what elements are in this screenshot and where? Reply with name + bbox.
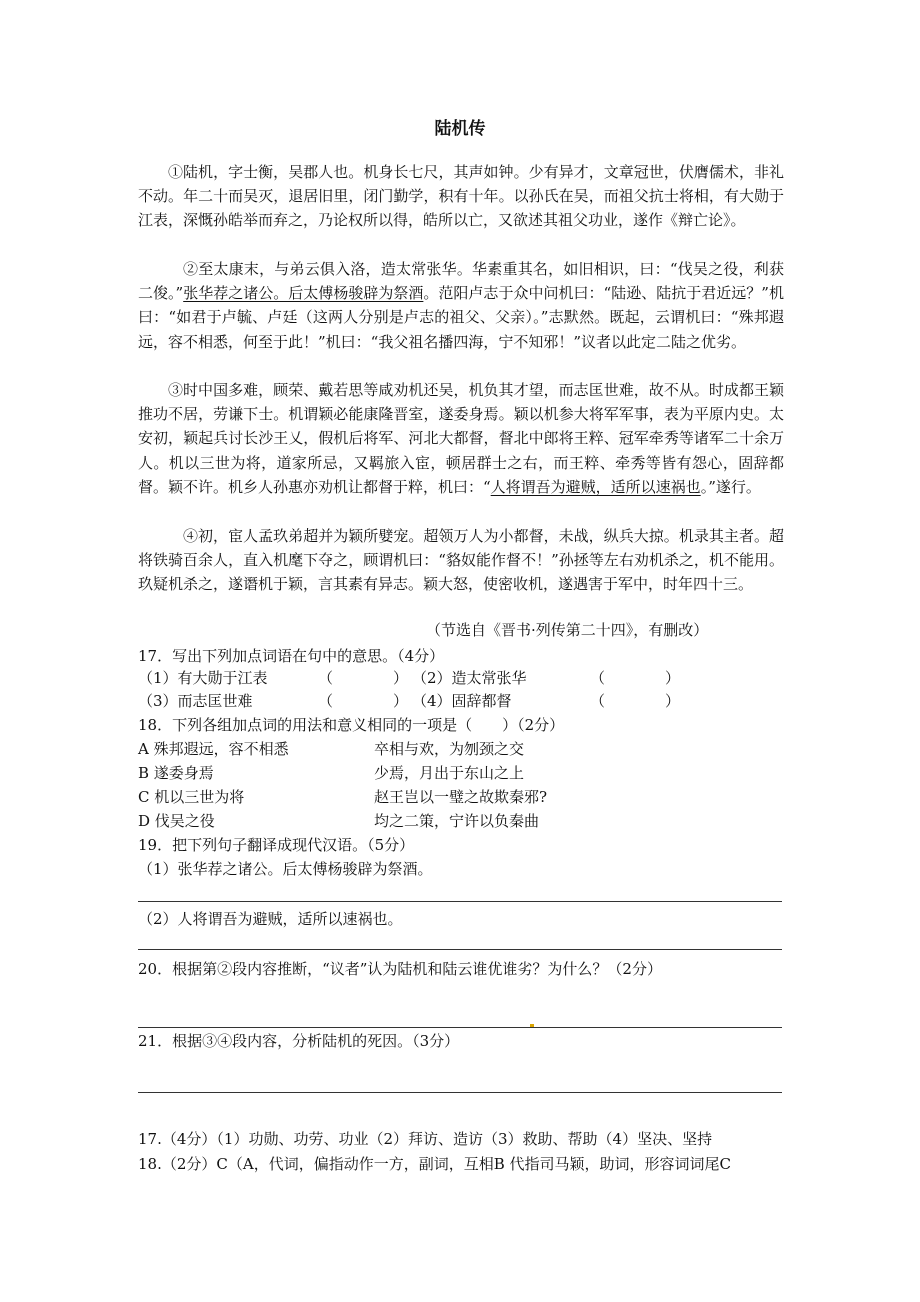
q18-option-b-compare: 少焉，月出于东山之上 (374, 764, 525, 782)
q18-option-d-compare: 均之二策，宁许以负秦曲 (374, 812, 540, 830)
answer-17: 17.（4分）（1）功勋、功劳、功业（2）拜访、造访（3）救助、帮助（4）坚决、坚持 (138, 1130, 713, 1148)
q17-item-1: （1）有大勋于江表 (138, 669, 268, 687)
paragraph-2 (138, 257, 784, 354)
q17-item-2: （2）造太常张华 (412, 669, 527, 687)
question-17-stem: 17．写出下列加点词语在句中的意思。（4分） (138, 647, 445, 665)
q19-sentence-2: （2）人将谓吾为避贼，适所以速祸也。 (138, 910, 403, 928)
answer-line[interactable] (138, 901, 782, 902)
paragraph-2-text-a: ②至太康末，与弟云俱入洛，造太常张华。华素重其名，如旧相识，曰：“伐吴之役，利获二俊。” (138, 260, 784, 303)
answer-line[interactable] (138, 1092, 782, 1093)
question-18-stem: 18．下列各组加点词的用法和意义相同的一项是（ ）（2分） (138, 716, 565, 734)
q18-option-a: A 殊邦遐远，容不相悉 (138, 740, 289, 758)
q17-blank-4: （ ） (590, 692, 681, 710)
underlined-sentence-1: 张华荐之诸公。后太傅杨骏辟为祭酒 (183, 284, 424, 303)
paragraph-1: ①陆机，字士衡，吴郡人也。机身长七尺，其声如钟。少有异才，文章冠世，伏膺儒术，非礼不动。年二十而吴灭，退居旧里，闭门勤学，积有十年。以孙氏在吴，而祖父抗士将相，有大勋于江表，深慨孙皓举而弃之，乃论权所以得，皓所以亡，又欲述其祖父功业，遂作《辩亡论》。 (138, 163, 784, 230)
q18-option-c: C 机以三世为将 (138, 788, 245, 806)
q17-blank-2: （ ） (590, 669, 681, 687)
question-21: 21．根据③④段内容，分析陆机的死因。（3分） (138, 1032, 460, 1050)
q18-option-a-compare: 卒相与欢，为刎颈之交 (374, 740, 525, 758)
q18-option-c-compare: 赵王岂以一璧之故欺秦邪? (374, 788, 548, 806)
q18-option-b: B 遂委身焉 (138, 764, 214, 782)
source-note: （节选自《晋书·列传第二十四》，有删改） (426, 621, 709, 639)
paragraph-3 (138, 378, 784, 499)
underlined-sentence-2: 人将谓吾为避贼，适所以速祸也 (490, 477, 701, 496)
q17-blank-1: （ ） (318, 669, 409, 687)
paragraph-3-text-a: ③时中国多难，顾荣、戴若思等咸劝机还吴，机负其才望，而志匡世难，故不从。时成都王颖推功不居，劳谦下士。机谓颖必能康隆晋室，遂委身焉。颖以机参大将军军事，表为平原内史。太安初，颖起兵讨长沙王乂，假机后将军、河北大都督，督北中郎将王粹、冠军牵秀等诸军二十余万人。机以三世为将，道家所忌，又羁旅入宦，顿居群士之右，而王粹、牵秀等皆有怨心，固辞都督。颖不许。机乡人孙惠亦劝机让都督于粹，机曰：“ (138, 381, 784, 496)
q17-blank-3: （ ） (318, 692, 409, 710)
question-19-stem: 19．把下列句子翻译成现代汉语。（5分） (138, 836, 415, 854)
q18-option-d: D 伐吴之役 (138, 812, 215, 830)
answer-18: 18.（2分）C（A，代词，偏指动作一方，副词，互相B 代指司马颖，助词，形容词词尾C (138, 1155, 731, 1173)
q19-sentence-1: （1）张华荐之诸公。后太傅杨骏辟为祭酒。 (138, 860, 433, 878)
q17-item-3: （3）而志匡世难 (138, 692, 253, 710)
paragraph-3-text-b: 。”遂行。 (700, 477, 761, 496)
paragraph-4: ④初，宦人孟玖弟超并为颖所嬖宠。超领万人为小都督，未战，纵兵大掠。机录其主者。超将铁骑百余人，直入机麾下夺之，顾谓机曰：“貉奴能作督不！”孙拯等左右劝机杀之，机不能用。玖疑机杀之，遂谮机于颖，言其素有异志。颖大怒，使密收机，遂遇害于军中，时年四十三。 (138, 527, 784, 594)
answer-line[interactable] (138, 1027, 782, 1028)
paragraph-2-text-b: 。范阳卢志于众中问机曰：“陆逊、陆抗于君近远？”机曰：“如君于卢毓、卢廷（这两人分别是卢志的祖父、父亲）。”志默然。既起，云谓机曰：“殊邦遐远，容不相悉，何至于此！”机曰：“我父祖名播四海，宁不知邪！”议者以此定二陆之优劣。 (138, 284, 784, 351)
page-title: 陆机传 (434, 119, 486, 139)
answer-line[interactable] (138, 949, 782, 950)
q17-item-4: （4）固辞都督 (412, 692, 512, 710)
question-20: 20．根据第②段内容推断，“议者”认为陆机和陆云谁优谁劣？为什么？（2分） (138, 960, 662, 978)
